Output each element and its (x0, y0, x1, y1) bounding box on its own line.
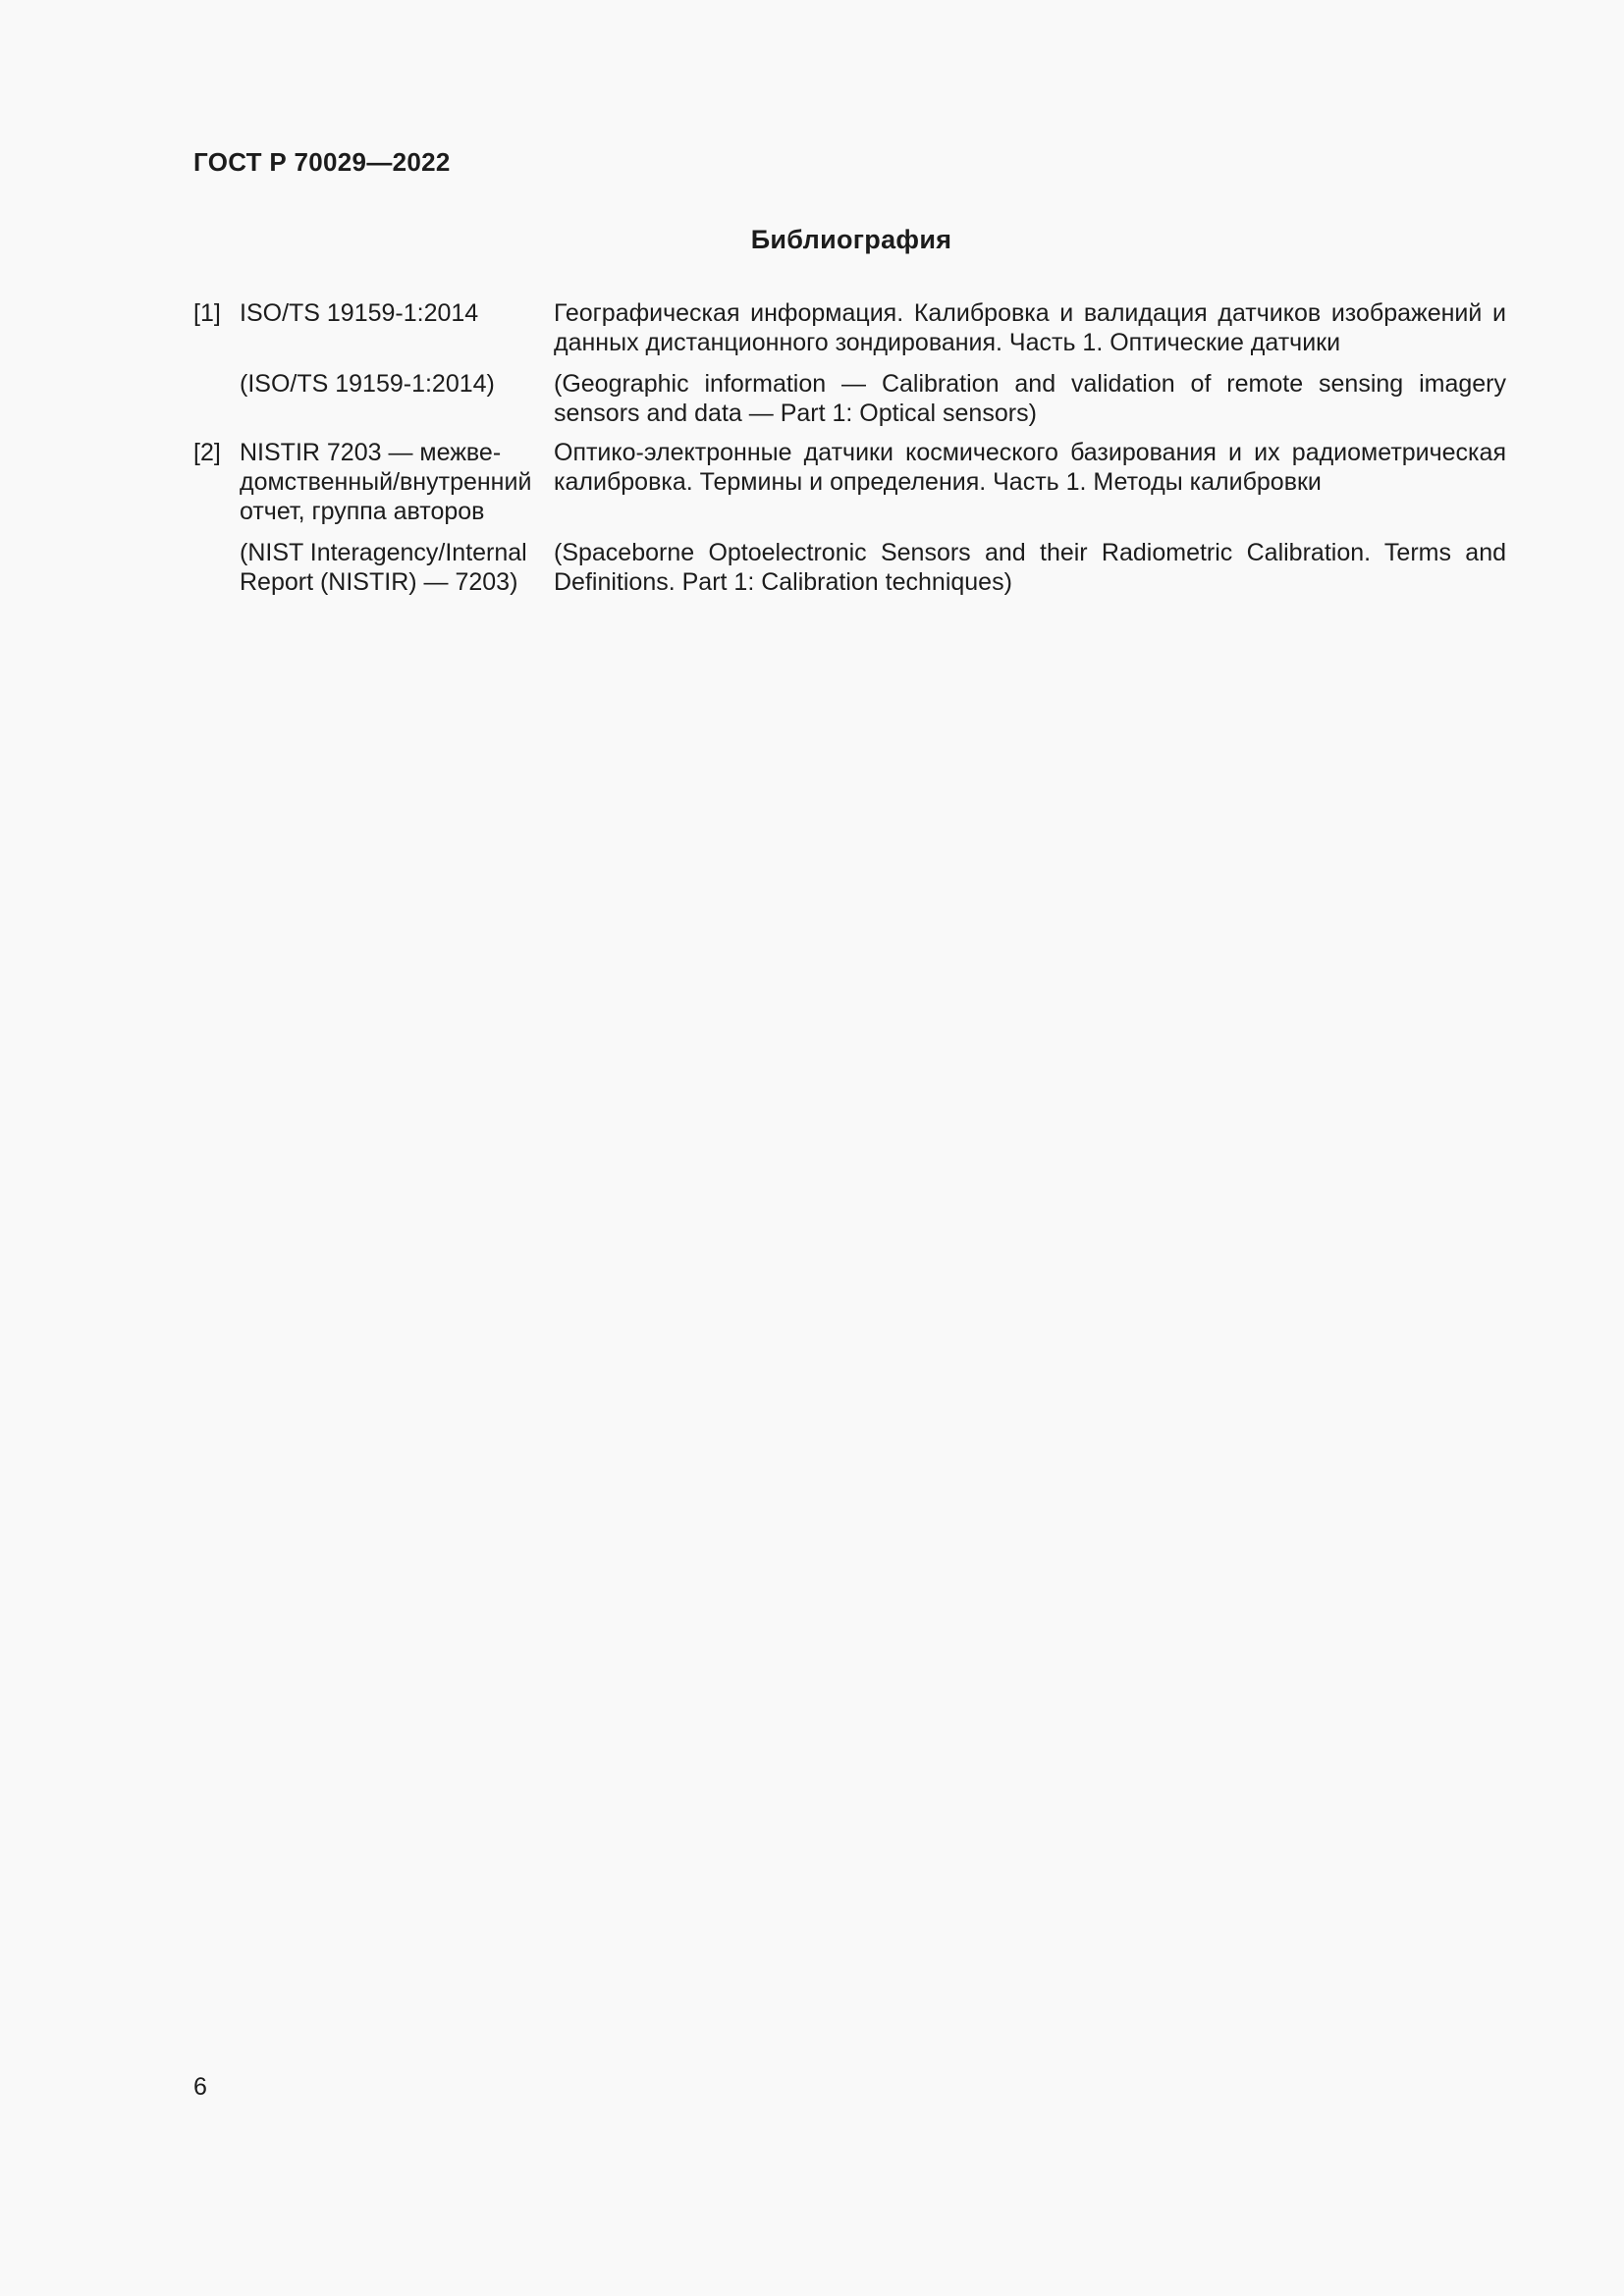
entry-designation: ISO/TS 19159-1:2014 (240, 299, 479, 327)
bibliography-entry (193, 298, 1506, 357)
section-title: Библиография (750, 225, 952, 254)
entry-title: Оптико-электронные датчики космического базирования и их радиометрическая калибровка. Термины и определения. Часть 1. Методы калибровки (554, 439, 1506, 496)
bibliography-entry (193, 438, 1506, 526)
bibliography-entry-original (193, 369, 1506, 428)
entry-number: [2] (193, 439, 221, 466)
entry-number: [1] (193, 299, 221, 327)
entry-original-designation: (ISO/TS 19159-1:2014) (240, 370, 495, 398)
entry-original-designation: (NIST Interagency/Internal Report (NISTIR) — 7203) (240, 539, 527, 596)
entry-designation: NISTIR 7203 — межве-домственный/внутренний отчет, группа авторов (240, 439, 532, 525)
page-number: 6 (193, 2073, 207, 2101)
entry-title: Географическая информация. Калибровка и валидация датчиков изображений и данных дистанционного зондирования. Часть 1. Оптические датчики (554, 299, 1506, 356)
bibliography-list (193, 298, 1506, 597)
bibliography-entry-original (193, 538, 1506, 597)
entry-original-title: (Spaceborne Optoelectronic Sensors and their Radiometric Calibration. Terms and Definitions. Part 1: Calibration techniques) (554, 539, 1506, 596)
entry-original-title: (Geographic information — Calibration and validation of remote sensing imagery sensors and data — Part 1: Optical sensors) (554, 370, 1506, 427)
document-header: ГОСТ Р 70029—2022 (193, 147, 451, 177)
